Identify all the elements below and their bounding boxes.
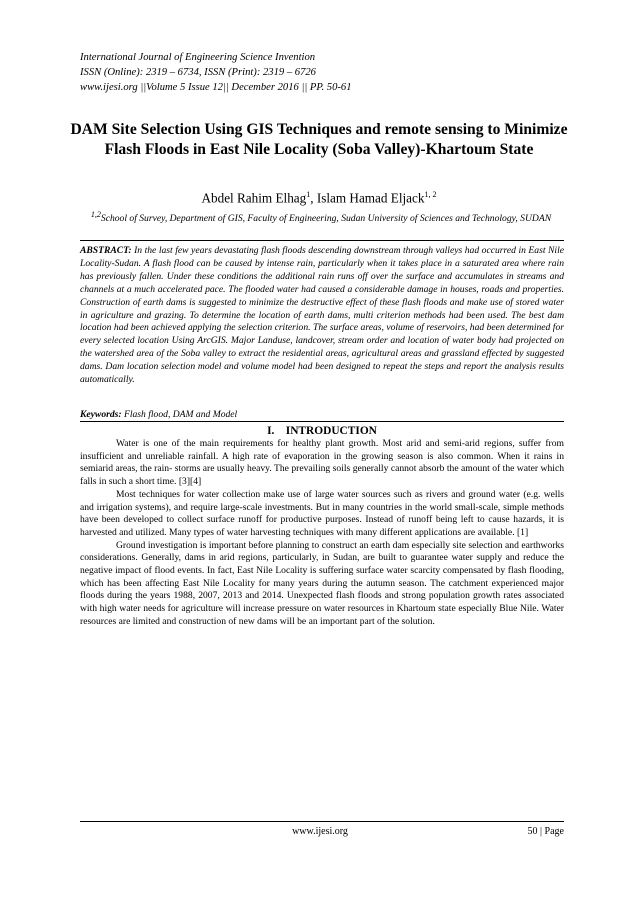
journal-citation: www.ijesi.org ||Volume 5 Issue 12|| December 2016 || PP. 50-61 bbox=[80, 82, 352, 93]
section-body bbox=[80, 438, 564, 629]
paragraph: Ground investigation is important before planning to construct an earth dam especially site selection and earthworks considerations. Generally, dams in arid regions, particularly, in Sudan, are built to guarantee water supply and reduce the negative impact of flood events. In fact, East Nile Locality is suffering surface water scarcity compensated by flash flooding, which has been affecting East Nile Locality for many years during the autumn season. The catchment experienced major floods during the years 1988, 2007, 2013 and 2014. Unexpected flash floods and strong population growth rates associated with high water needs for agriculture will increase pressure on water resources in Khartoum state especially Blue Nile. Water resources are limited and construction of new dams will be an important part of the solution. bbox=[80, 539, 564, 627]
footer-website: www.ijesi.org bbox=[292, 826, 348, 837]
page-number: 50 | Page bbox=[527, 826, 564, 837]
keywords bbox=[80, 408, 564, 421]
author-superscript: 1, 2 bbox=[424, 190, 437, 199]
journal-issn: ISSN (Online): 2319 – 6734, ISSN (Print): 2319 – 6726 bbox=[80, 67, 316, 78]
keywords-text: Flash flood, DAM and Model bbox=[121, 409, 238, 420]
abstract bbox=[80, 245, 564, 387]
section-heading: I. INTRODUCTION bbox=[267, 425, 377, 437]
footer-divider bbox=[80, 821, 564, 822]
author-separator: , bbox=[310, 190, 317, 206]
author-line bbox=[60, 186, 578, 207]
abstract-text: In the last few years devastating flash floods descending downstream through valleys had occurred in East Nile Locality-Sudan. A flash flood can be caused by intense rain, particularly when it takes place in a saturated area where rain has previously fallen. Under these conditions the additional rain runs off over the surface and accumulates in streams and channels at a much accelerated pace. The flooded water had caused a considerable damage in houses, roads and properties. Construction of earth dams is suggested to minimize the destructive effect of these flash floods and make use of stored water in agriculture and grazing. To determine the location of earth dams, multi criterion methods had been used. The best dam location had been achieved applying the selection criterion. The surface areas, volume of reservoirs, had been determined for every selected location Using ArcGIS. Major Landuse, landcover, stream order and location of water body had projected on the watershed area of the Soba valley to extract the residential areas, agricultural areas and grassland effected by suggested dams. Dam location selection model and volume model had been designed to repeat the steps and report the analysis results automatically. bbox=[80, 245, 564, 386]
top-divider bbox=[80, 240, 564, 241]
abstract-label: ABSTRACT: bbox=[80, 245, 132, 256]
keywords-label: Keywords: bbox=[80, 409, 122, 420]
journal-name: International Journal of Engineering Science Invention bbox=[80, 52, 316, 63]
affiliation-superscript: 1,2 bbox=[90, 210, 101, 219]
author-name: Abdel Rahim Elhag bbox=[201, 190, 307, 206]
bottom-divider bbox=[80, 421, 564, 422]
author-name: Islam Hamad Eljack bbox=[316, 190, 425, 206]
journal-header bbox=[80, 50, 560, 95]
paragraph: Most techniques for water collection make use of large water sources such as rivers and ground water (e.g. wells and irrigation systems), and require large-scale investments. But in many countries in the world small-scale, simple methods have been developed to collect surface runoff for productive purposes. Instead of runoff being left to cause hazards, it is harvested and utilized. Many types of water harvesting techniques with many different applications are available. [1] bbox=[80, 488, 564, 538]
affiliation-text: School of Survey, Department of GIS, Faculty of Engineering, Sudan University of Sciences and Technology, SUDAN bbox=[100, 213, 552, 225]
affiliation bbox=[78, 208, 564, 225]
paragraph: Water is one of the main requirements for healthy plant growth. Most arid and semi-arid regions, suffer from insufficient and unreliable rainfall. A high rate of evaporation in the growing season is also common. When it rains in semiarid areas, the rain- storms are usually heavy. The prevailing soils generally cannot absorb the amount of the water which falls in such a short time. [3][4] bbox=[80, 438, 564, 488]
paper-title: DAM Site Selection Using GIS Techniques and remote sensing to Minimize Flash Floods in East Nile Locality (Soba Valley)-Khartoum State bbox=[70, 121, 568, 158]
author-superscript: 1 bbox=[306, 190, 311, 199]
